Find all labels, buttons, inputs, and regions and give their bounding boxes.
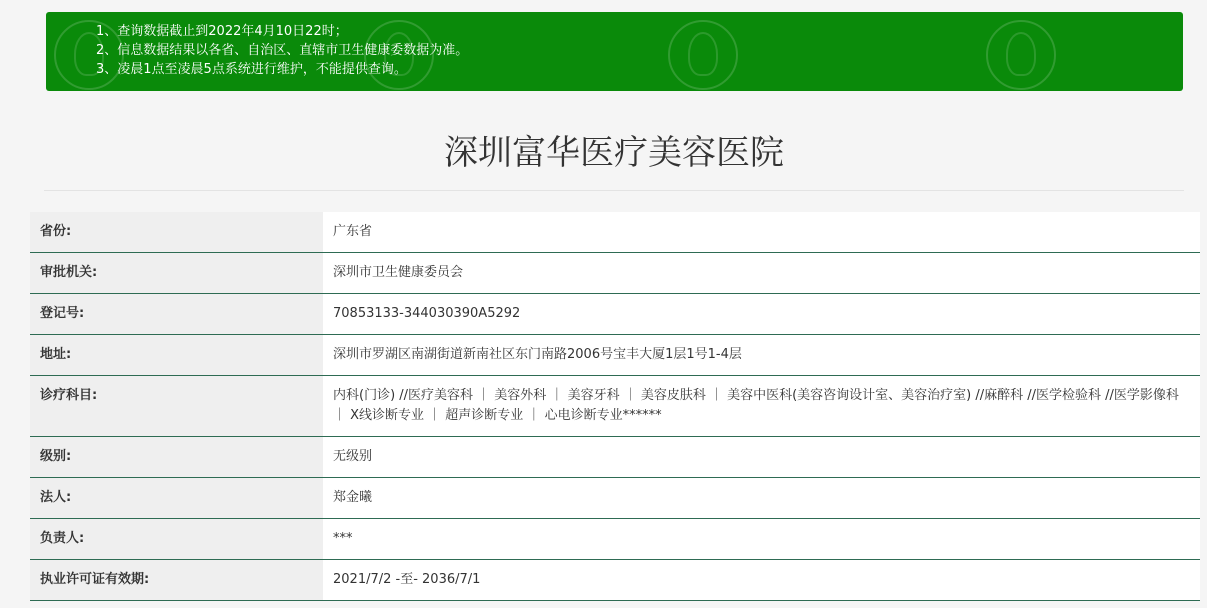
row-label: 执业许可证有效期:	[30, 560, 323, 600]
notice-line-3: 3、凌晨1点至凌晨5点系统进行维护，不能提供查询。	[96, 62, 407, 77]
row-label: 地址:	[30, 335, 323, 375]
notice-line-1: 1、查询数据截止到2022年4月10日22时；	[96, 24, 348, 39]
row-value	[323, 437, 1200, 477]
row-value	[323, 212, 1200, 252]
row-value	[323, 560, 1200, 600]
title-divider	[44, 190, 1184, 191]
table-row	[30, 437, 1200, 478]
row-label: 诊疗科目:	[30, 376, 323, 436]
notice-banner	[46, 12, 1183, 91]
table-row	[30, 335, 1200, 376]
row-value-text: 郑金曦	[333, 490, 373, 505]
table-row	[30, 560, 1200, 601]
row-label: 审批机关:	[30, 253, 323, 293]
table-row	[30, 478, 1200, 519]
row-value	[323, 478, 1200, 518]
row-value	[323, 376, 1200, 436]
table-row	[30, 253, 1200, 294]
row-value-text: ***	[333, 531, 353, 546]
table-row	[30, 212, 1200, 253]
table-row	[30, 376, 1200, 437]
row-value	[323, 253, 1200, 293]
row-value	[323, 519, 1200, 559]
table-row	[30, 519, 1200, 560]
row-value	[323, 335, 1200, 375]
notice-line-2: 2、信息数据结果以各省、自治区、直辖市卫生健康委数据为准。	[96, 43, 469, 58]
row-value-text: 内科(门诊) //医疗美容科 ｜ 美容外科 ｜ 美容牙科 ｜ 美容皮肤科 ｜ 美容中医科(美容咨询设计室、美容治疗室) //麻醉科 //医学检验科 //医学影像科 ｜ X线诊断专业 ｜ 超声诊断专业 ｜ 心电诊断专业******	[333, 388, 1179, 423]
info-table	[30, 212, 1200, 601]
row-label: 省份:	[30, 212, 323, 252]
row-value-text: 2021/7/2 -至- 2036/7/1	[333, 572, 481, 587]
row-value-text: 无级别	[333, 449, 373, 464]
row-value-text: 广东省	[333, 224, 373, 239]
row-label: 负责人:	[30, 519, 323, 559]
row-label: 级别:	[30, 437, 323, 477]
row-label: 登记号:	[30, 294, 323, 334]
row-value-text: 70853133-344030390A5292	[333, 306, 521, 321]
row-value-text: 深圳市罗湖区南湖街道新南社区东门南路2006号宝丰大厦1层1号1-4层	[333, 347, 742, 362]
row-value-text: 深圳市卫生健康委员会	[333, 265, 464, 280]
row-label: 法人:	[30, 478, 323, 518]
row-value	[323, 294, 1200, 334]
page-title: 深圳富华医疗美容医院	[444, 133, 784, 173]
table-row	[30, 294, 1200, 335]
